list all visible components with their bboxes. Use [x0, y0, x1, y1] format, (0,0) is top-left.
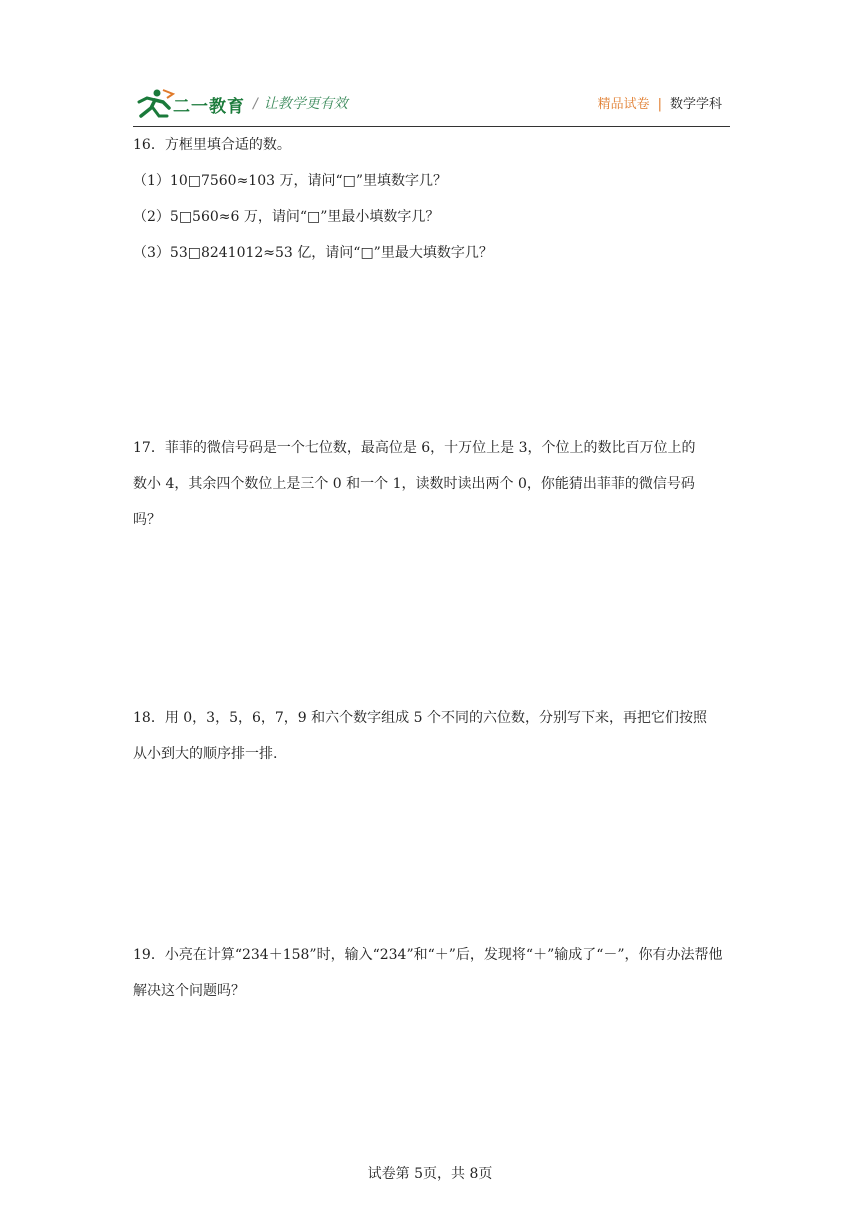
question-17-line-1: 17．菲菲的微信号码是一个七位数，最高位是 6，十万位上是 3，个位上的数比百万位上的	[133, 440, 696, 456]
question-16-item-3: （3）53□8241012≈53 亿，请问“□”里最大填数字几？	[133, 245, 493, 261]
question-18-line-1: 18．用 0，3，5，6，7，9 和六个数字组成 5 个不同的六位数，分别写下来，再把它们按照	[133, 710, 707, 726]
page-footer: 试卷第 5页，共 8页	[367, 1166, 493, 1182]
question-19	[133, 937, 730, 1009]
tag-subject: 数学学科	[669, 97, 722, 112]
question-17	[133, 430, 730, 538]
question-17-line-2: 数小 4，其余四个数位上是三个 0 和一个 1，读数时读出两个 0，你能猜出菲菲的微信号码	[133, 476, 695, 492]
slogan: / 让教学更有效	[253, 96, 348, 112]
page-header	[133, 82, 730, 126]
tag-premium: 精品试卷	[597, 97, 650, 112]
question-17-line-3: 吗？	[133, 512, 161, 528]
question-16-title: 16．方框里填合适的数。	[133, 137, 291, 153]
question-18-line-2: 从小到大的顺序排一排.	[133, 746, 278, 762]
question-16	[133, 127, 730, 271]
brand-name: 二一教育	[173, 97, 245, 117]
question-16-item-2: （2）5□560≈6 万，请问“□”里最小填数字几？	[133, 209, 440, 225]
header-tag: 精品试卷 | 数学学科	[597, 97, 722, 112]
slogan-text: 让教学更有效	[263, 96, 348, 112]
question-19-line-1: 19．小亮在计算“234＋158”时，输入“234”和“＋”后，发现将“＋”输成了“－”，你有办法帮他	[133, 947, 723, 963]
question-19-line-2: 解决这个问题吗？	[133, 983, 245, 999]
question-18	[133, 700, 730, 772]
question-16-item-1: （1）10□7560≈103 万，请问“□”里填数字几？	[133, 173, 448, 189]
